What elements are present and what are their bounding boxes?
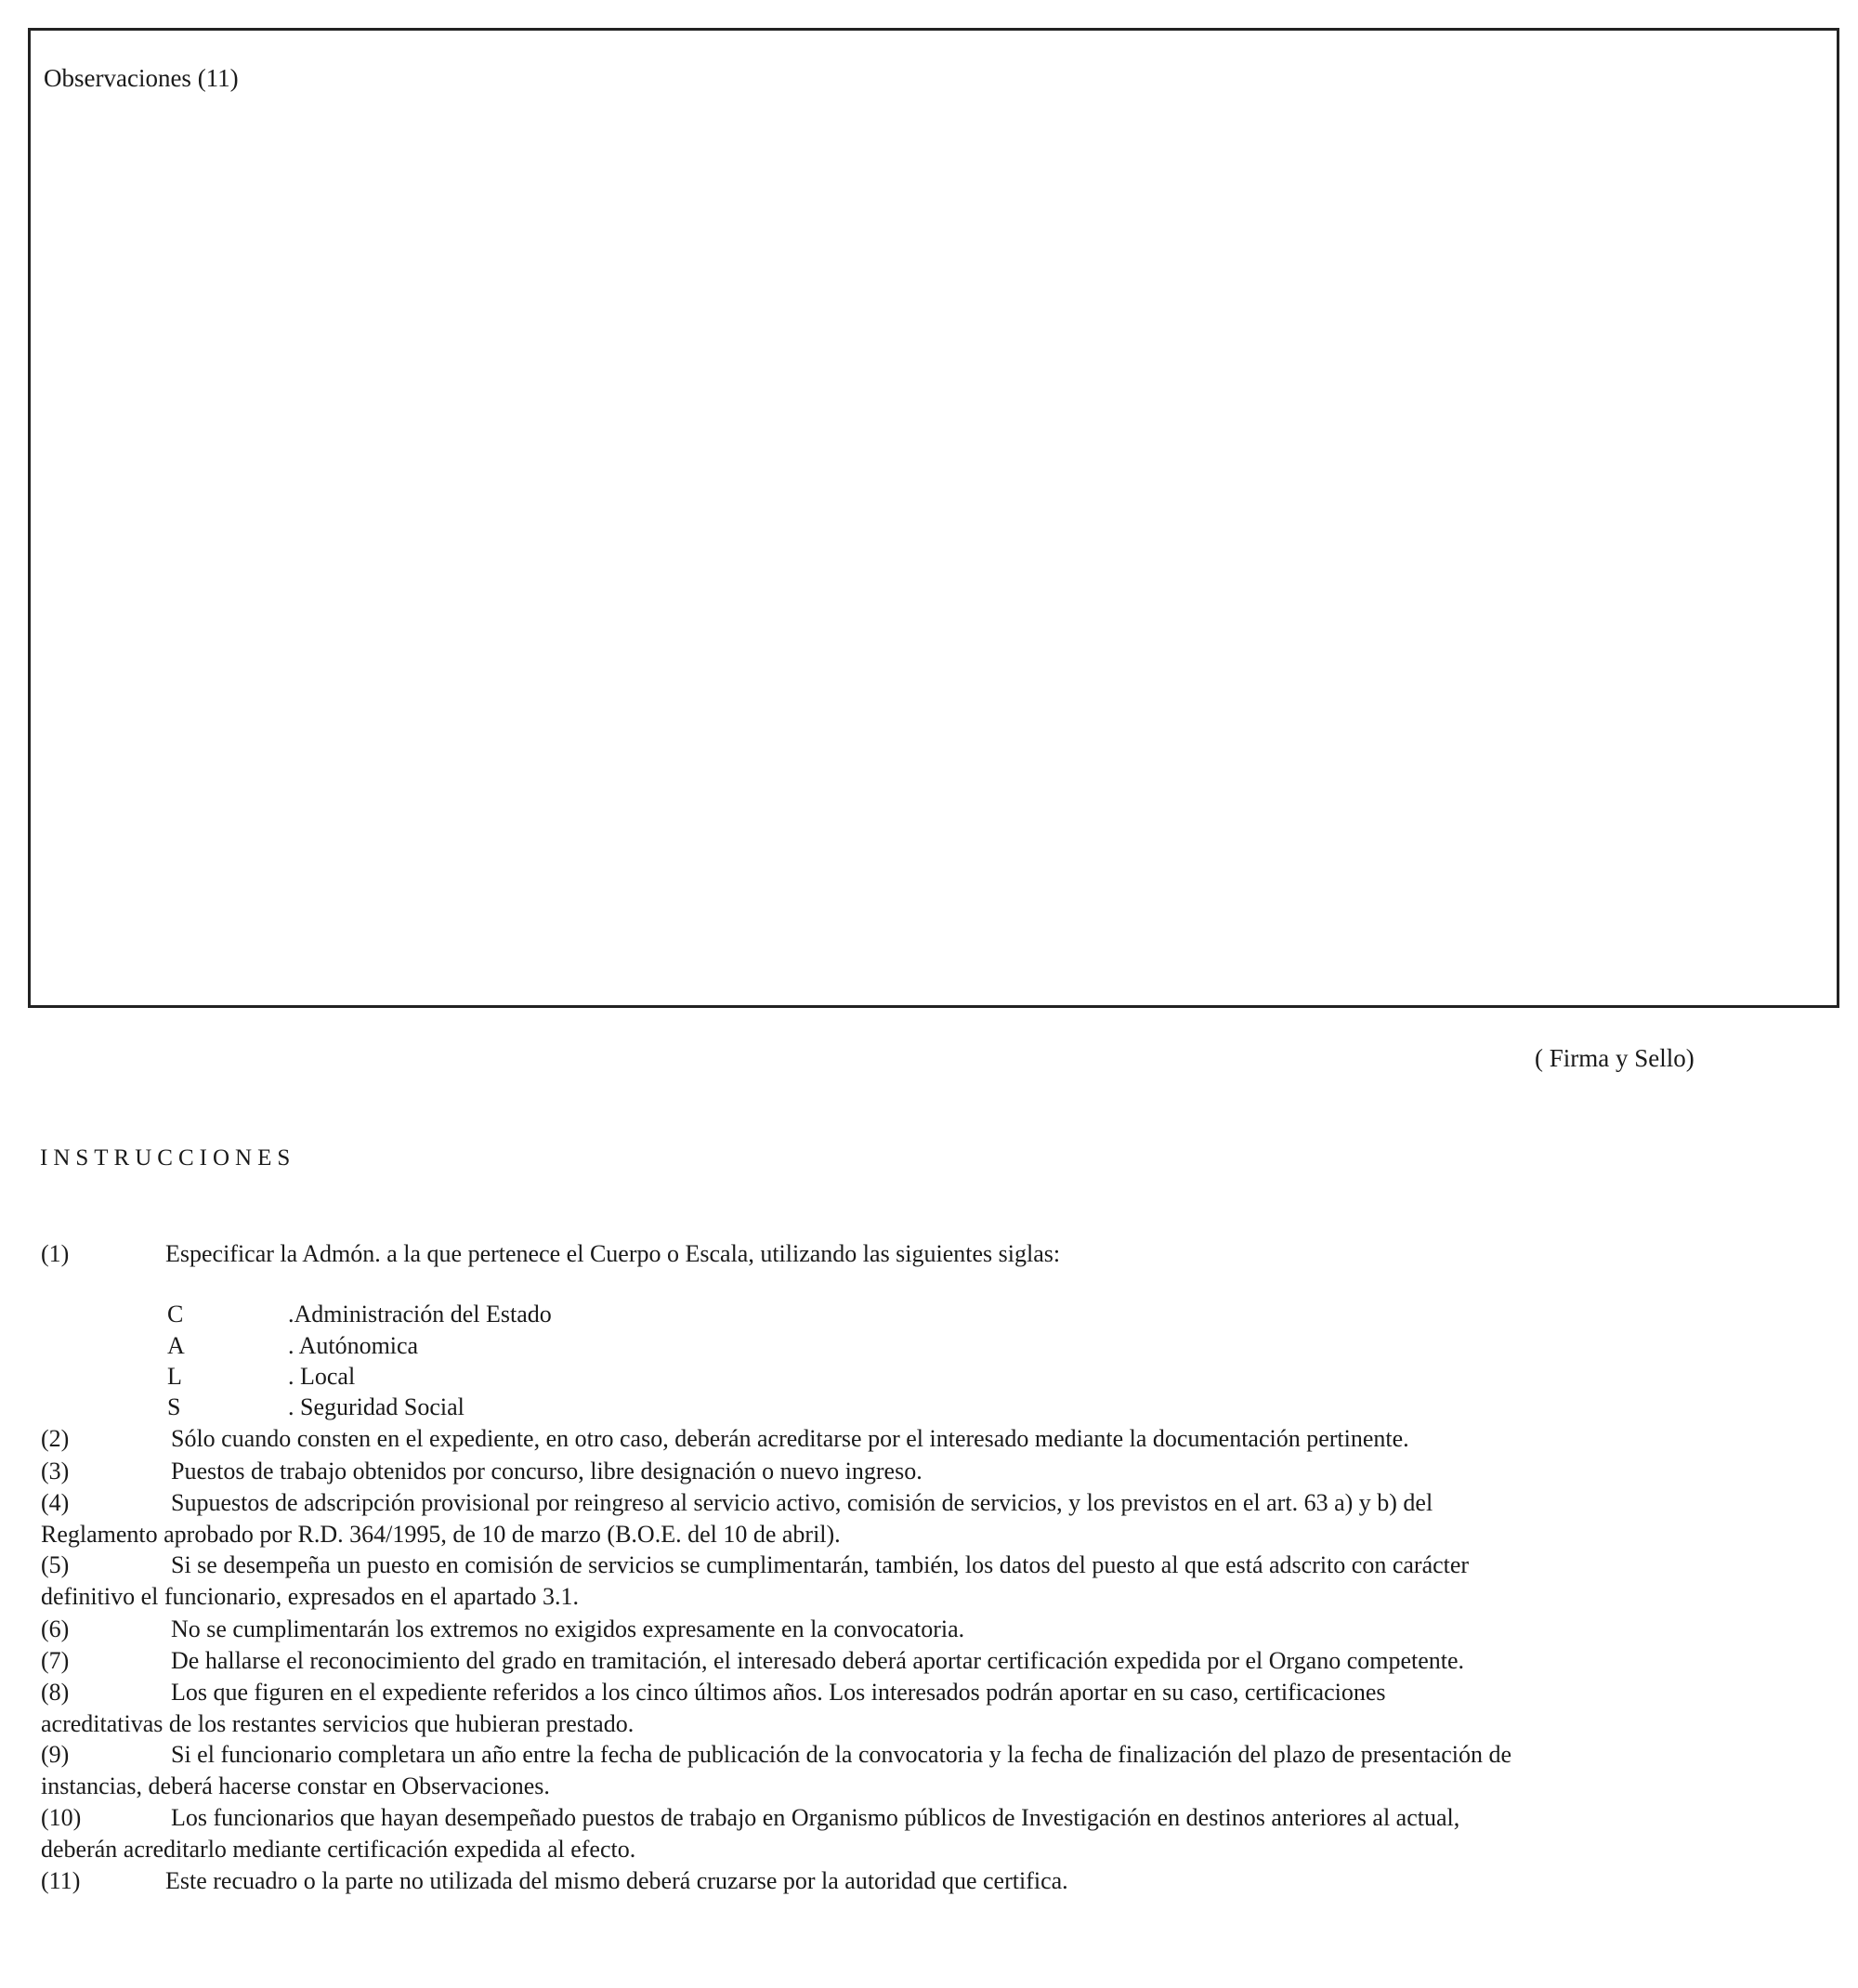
sigla-code: C [167,1301,184,1328]
observaciones-box [28,28,1839,1008]
note-9-text-line2: instancias, deberá hacerse constar en Observaciones. [41,1772,550,1799]
note-6-number: (6) [41,1615,70,1642]
note-5-text-line1: Si se desempeña un puesto en comisión de servicios se cumplimentarán, también, los datos del puesto al que está adscrito con carácter [171,1551,1470,1578]
note-8-number: (8) [41,1679,70,1706]
sigla-code: A [167,1332,185,1359]
note-9-number: (9) [41,1741,70,1768]
note-1-text: Especificar la Admón. a la que pertenece el Cuerpo o Escala, utilizando las siguientes siglas: [165,1240,1061,1267]
sigla-description: . Local [288,1363,356,1390]
note-5-number: (5) [41,1551,70,1578]
note-2-number: (2) [41,1425,70,1452]
note-3-text: Puestos de trabajo obtenidos por concurso, libre designación o nuevo ingreso. [171,1458,922,1484]
sigla-description: . Seguridad Social [288,1393,464,1420]
note-5-text-line2: definitivo el funcionario, expresados en el apartado 3.1. [41,1583,580,1610]
sigla-description: .Administración del Estado [288,1301,552,1328]
sigla-description: . Autónomica [288,1332,419,1359]
note-2-text: Sólo cuando consten en el expediente, en otro caso, deberán acreditarse por el interesado mediante la documentación pertinente. [171,1425,1409,1452]
note-8-text-line1: Los que figuren en el expediente referidos a los cinco últimos años. Los interesados podrán aportar en su caso, certificaciones [171,1679,1386,1706]
sigla-code: L [167,1363,182,1390]
sigla-code: S [167,1393,181,1420]
note-3-number: (3) [41,1458,70,1484]
note-1-number: (1) [41,1240,70,1267]
note-4-text-line2: Reglamento aprobado por R.D. 364/1995, de 10 de marzo (B.O.E. del 10 de abril). [41,1521,841,1548]
note-7-text: De hallarse el reconocimiento del grado en tramitación, el interesado deberá aportar certificación expedida por el Organo competente. [171,1647,1465,1674]
note-4-text-line1: Supuestos de adscripción provisional por reingreso al servicio activo, comisión de servicios, y los previstos en el art. 63 a) y b) del [171,1489,1433,1516]
note-10-text-line1: Los funcionarios que hayan desempeñado puestos de trabajo en Organismo públicos de Investigación en destinos anteriores al actual, [171,1804,1460,1831]
note-4-number: (4) [41,1489,70,1516]
note-11-text: Este recuadro o la parte no utilizada del mismo deberá cruzarse por la autoridad que certifica. [165,1867,1068,1894]
signature-label: ( Firma y Sello) [1535,1044,1694,1072]
note-10-text-line2: deberán acreditarlo mediante certificación expedida al efecto. [41,1836,636,1863]
note-9-text-line1: Si el funcionario completara un año entre la fecha de publicación de la convocatoria y la fecha de finalización del plazo de presentación de [171,1741,1512,1768]
note-11-number: (11) [41,1867,81,1894]
observaciones-label: Observaciones (11) [44,64,239,92]
note-7-number: (7) [41,1647,70,1674]
note-6-text: No se cumplimentarán los extremos no exigidos expresamente en la convocatoria. [171,1615,965,1642]
instructions-heading: INSTRUCCIONES [40,1145,296,1171]
note-8-text-line2: acreditativas de los restantes servicios que hubieran prestado. [41,1710,635,1737]
note-10-number: (10) [41,1804,82,1831]
